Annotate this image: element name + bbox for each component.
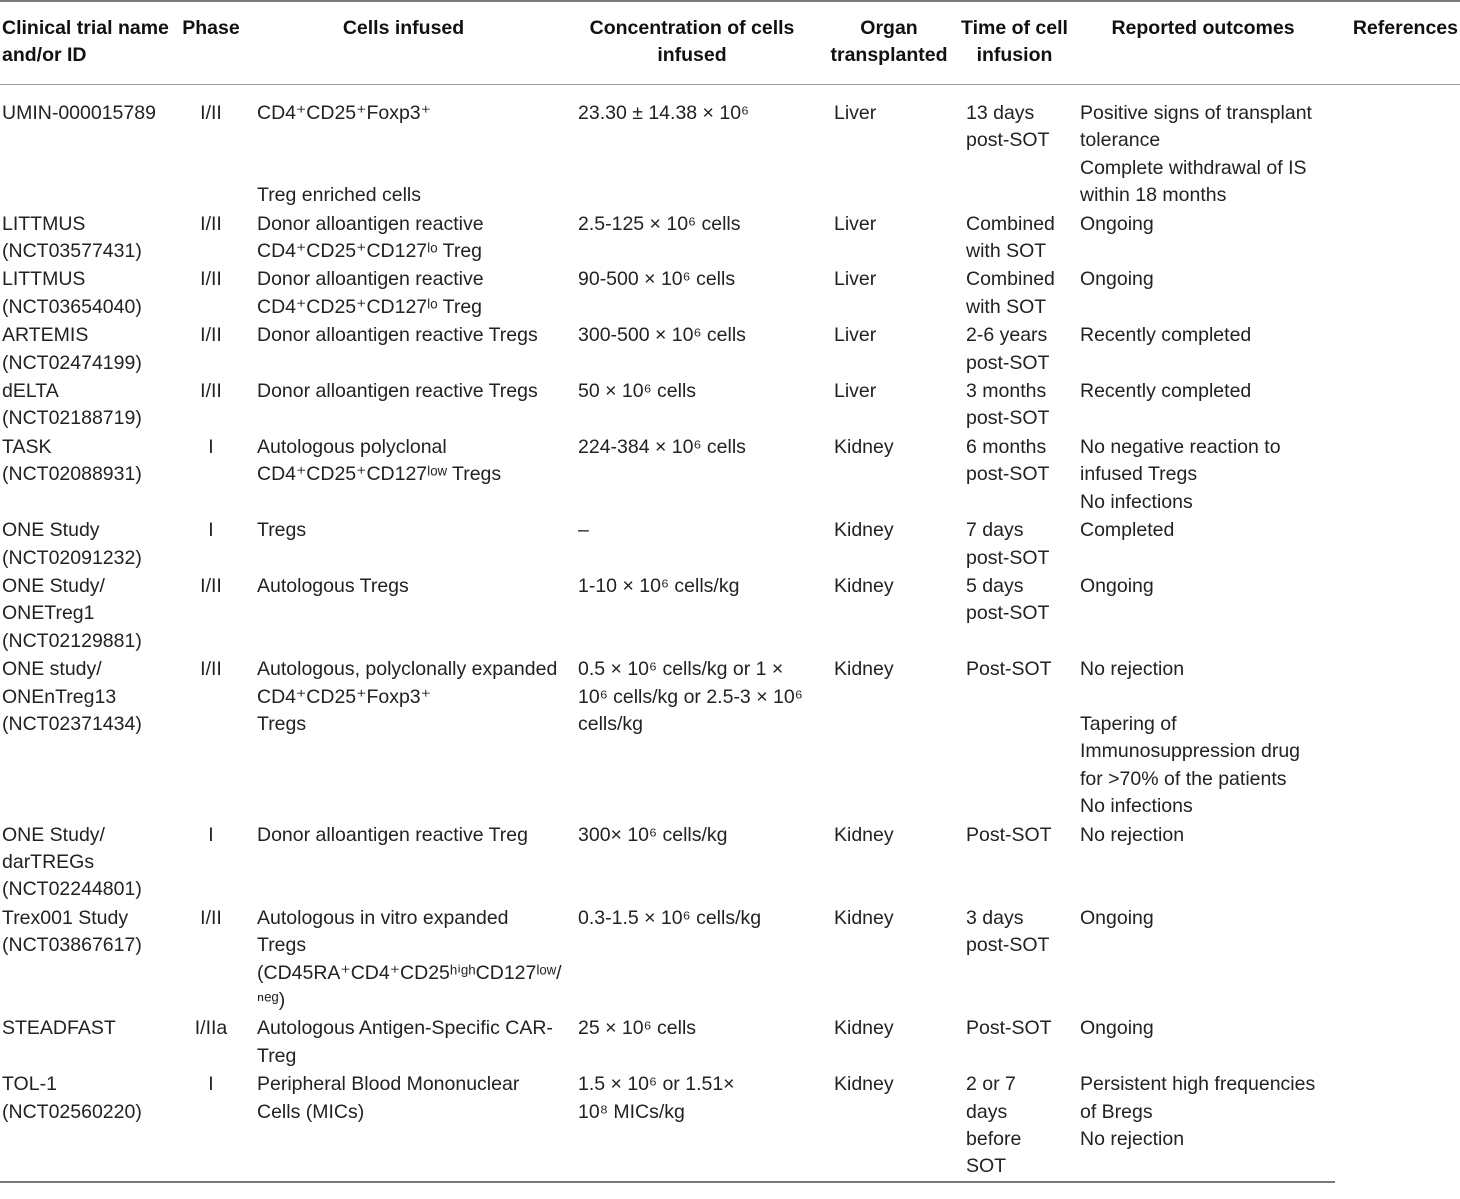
cell-line: ONE Study/ [2, 574, 105, 597]
outcomes-cell [1071, 210, 1335, 266]
time-cell [958, 655, 1071, 820]
header-time: Time of cell infusion [958, 1, 1071, 85]
cell-line: Tapering of [1080, 712, 1177, 735]
concentration-cell [564, 210, 820, 266]
cell-line: Autologous, polyclonally expanded [257, 658, 558, 681]
cell-line: (NCT02244801) [2, 878, 142, 901]
cell-line: dELTA [2, 380, 59, 403]
cell-line: 1.5 × 10⁶ or 1.51× [578, 1073, 735, 1096]
cell-line: ONETreg1 [2, 602, 95, 625]
cell-line: 10⁸ MICs/kg [578, 1100, 685, 1123]
time-cell [958, 210, 1071, 266]
table-body [0, 85, 1460, 1182]
cell-line: ONE Study [2, 519, 100, 542]
cells-infused-cell [243, 1014, 564, 1070]
cell-line: Autologous polyclonal [257, 435, 447, 458]
header-trial-name: Clinical trial name and/or ID [0, 1, 179, 85]
trial-name-cell [0, 377, 179, 433]
concentration-cell [564, 516, 820, 572]
cell-line: Donor alloantigen reactive [257, 268, 484, 291]
concentration-cell [564, 572, 820, 655]
time-cell [958, 1014, 1071, 1070]
trial-name-cell [0, 85, 179, 210]
cell-line: UMIN-000015789 [2, 102, 156, 124]
cell-line: 3 months [966, 380, 1047, 403]
table-row [0, 265, 1460, 321]
outcomes-cell [1071, 321, 1335, 377]
phase-cell: I [208, 435, 214, 458]
trial-name-cell [0, 321, 179, 377]
cell-line: Autologous in vitro expanded [257, 906, 509, 929]
outcomes-cell [1071, 85, 1335, 210]
cell-line: No rejection [1080, 1128, 1185, 1151]
phase-cell: I/II [200, 574, 222, 597]
cell-line: 0.5 × 10⁶ cells/kg or 1 × [578, 658, 784, 681]
organ-cell: Kidney [834, 823, 894, 846]
cell-line: SOT [966, 1155, 1007, 1178]
cells-infused-cell [243, 655, 564, 820]
cell-line: of Bregs [1080, 1100, 1153, 1123]
cell-line: LITTMUS [2, 268, 86, 291]
cell-line: Tregs [257, 519, 307, 542]
organ-cell: Liver [834, 380, 877, 403]
cell-line: 3 days [966, 906, 1024, 929]
phase-cell: I [208, 823, 214, 846]
cell-line: 300-500 × 10⁶ cells [578, 324, 746, 347]
cell-line: post-SOT [966, 407, 1050, 430]
phase-cell: I/II [200, 380, 222, 403]
cell-line: TASK [2, 435, 52, 458]
organ-cell: Kidney [820, 1070, 958, 1182]
organ-cell: Kidney [834, 574, 894, 597]
cells-infused-cell [243, 265, 564, 321]
cell-line: 1-10 × 10⁶ cells/kg [578, 574, 740, 597]
cell-line: Complete withdrawal of IS [1080, 156, 1307, 179]
cell-line: LITTMUS [2, 212, 86, 235]
trial-name-cell [0, 572, 179, 655]
outcomes-cell [1071, 821, 1335, 904]
phase-cell: I/II [200, 658, 222, 681]
phase-cell: I/IIa [194, 1017, 228, 1040]
time-cell [958, 265, 1071, 321]
organ-cell: Kidney [834, 519, 894, 542]
cell-line: 50 × 10⁶ cells [578, 380, 697, 403]
cell-line: Persistent high frequencies [1080, 1073, 1316, 1096]
cell-line: cells/kg [578, 712, 644, 735]
phase-cell: I [208, 519, 214, 542]
cell-line: Autologous Tregs [257, 574, 409, 597]
cell-line: 23.30 ± 14.38 × 10⁶ [578, 102, 750, 124]
organ-cell: Liver [834, 212, 877, 235]
cell-line: Post-SOT [966, 823, 1052, 846]
cell-line: 2-6 years [966, 324, 1048, 347]
concentration-cell [564, 1070, 820, 1182]
cell-line: ONE Study/ [2, 823, 105, 846]
cell-line: infused Tregs [1080, 463, 1198, 486]
cell-line: No infections [1080, 490, 1193, 513]
cell-line: Tregs [257, 934, 307, 957]
phase-cell: I/II [200, 906, 222, 929]
cell-line: Donor alloantigen reactive Tregs [257, 324, 538, 347]
header-outcomes: Reported outcomes [1071, 1, 1335, 85]
cell-line: ONE study/ [2, 658, 102, 681]
cells-infused-cell [243, 377, 564, 433]
cell-line: 90-500 × 10⁶ cells [578, 268, 736, 291]
cell-line: 6 months [966, 435, 1047, 458]
header-cells-infused: Cells infused [243, 1, 564, 85]
table-row [0, 210, 1460, 266]
outcomes-cell [1071, 516, 1335, 572]
table-row [0, 377, 1460, 433]
cell-line: 7 days [966, 519, 1024, 542]
trial-name-cell [0, 1014, 179, 1070]
cell-line: Post-SOT [966, 658, 1052, 681]
cell-line: Positive signs of transplant [1080, 102, 1312, 124]
table-row [0, 1014, 1460, 1070]
concentration-cell [564, 433, 820, 516]
cell-line: Recently completed [1080, 380, 1252, 403]
cell-line: 25 × 10⁶ cells [578, 1017, 697, 1040]
cell-line: No rejection [1080, 823, 1185, 846]
outcomes-cell [1071, 1014, 1335, 1070]
table-row [0, 821, 1460, 904]
time-cell [958, 85, 1071, 210]
cell-line: 13 days [966, 102, 1035, 124]
outcomes-cell [1071, 433, 1335, 516]
organ-cell: Liver [834, 268, 877, 291]
cell-line: Recently completed [1080, 324, 1252, 347]
cell-line: – [578, 519, 589, 542]
cell-line: 224-384 × 10⁶ cells [578, 435, 746, 458]
cell-line: (NCT03867617) [2, 934, 142, 957]
time-cell [958, 904, 1071, 1015]
cell-line: 10⁶ cells/kg or 2.5-3 × 10⁶ [578, 685, 803, 708]
cell-line: for >70% of the patients [1080, 767, 1287, 790]
cell-line: Treg enriched cells [257, 184, 422, 207]
cell-line: days [966, 1100, 1008, 1123]
table-row [0, 904, 1460, 1015]
cell-line: ARTEMIS [2, 324, 89, 347]
concentration-cell [564, 85, 820, 210]
trial-name-cell [0, 821, 179, 904]
time-cell [958, 433, 1071, 516]
cell-line: Ongoing [1080, 906, 1154, 929]
trial-name-cell [0, 433, 179, 516]
cell-line: post-SOT [966, 129, 1050, 152]
cell-line: Donor alloantigen reactive Treg [257, 823, 528, 846]
cells-infused-cell [243, 821, 564, 904]
cell-line: before [966, 1128, 1022, 1151]
outcomes-cell [1071, 904, 1335, 1015]
outcomes-cell [1071, 377, 1335, 433]
trial-name-cell [0, 655, 179, 820]
phase-cell: I/II [200, 324, 222, 347]
header-organ: Organ transplanted [820, 1, 958, 85]
outcomes-cell [1071, 265, 1335, 321]
concentration-cell [564, 1014, 820, 1070]
cell-line: CD4⁺CD25⁺CD127ˡᵒʷ Tregs [257, 463, 502, 486]
organ-cell: Kidney [834, 906, 894, 929]
cell-line: Combined [966, 212, 1055, 235]
organ-cell: Liver [834, 102, 877, 124]
cell-line: darTREGs [2, 850, 95, 873]
outcomes-cell [1071, 1070, 1335, 1182]
organ-cell: Kidney [834, 658, 894, 681]
cell-line: TOL-1 [2, 1073, 57, 1096]
cell-line: post-SOT [966, 463, 1050, 486]
cell-line: (NCT02088931) [2, 463, 142, 486]
cell-line: ONEnTreg13 [2, 685, 117, 708]
cell-line: Ongoing [1080, 212, 1154, 235]
cell-line: CD4⁺CD25⁺Foxp3⁺ [257, 102, 431, 124]
table-row [0, 433, 1460, 516]
header-concentration: Concentration of cells infused [564, 1, 820, 85]
time-cell [958, 1070, 1071, 1182]
phase-cell: I/II [200, 212, 222, 235]
phase-cell: I [179, 1070, 243, 1182]
cells-infused-cell [243, 1070, 564, 1182]
concentration-cell [564, 321, 820, 377]
cell-line: Ongoing [1080, 574, 1154, 597]
concentration-cell [564, 821, 820, 904]
cells-infused-cell [243, 572, 564, 655]
cell-line: 0.3-1.5 × 10⁶ cells/kg [578, 906, 762, 929]
concentration-cell [564, 655, 820, 820]
time-cell [958, 321, 1071, 377]
header-references: References [1335, 1, 1460, 85]
cell-line: 300× 10⁶ cells/kg [578, 823, 728, 846]
cell-line: (NCT03577431) [2, 240, 142, 263]
cell-line: within 18 months [1080, 184, 1227, 207]
time-cell [958, 572, 1071, 655]
cell-line: (NCT02129881) [2, 629, 142, 652]
trial-name-cell [0, 904, 179, 1015]
cell-line: 2 or 7 [966, 1073, 1016, 1096]
phase-cell: I/II [200, 102, 222, 124]
blank-line [257, 127, 558, 154]
blank-line [257, 155, 558, 182]
cell-line: Ongoing [1080, 268, 1154, 291]
cell-line: (NCT02371434) [2, 712, 142, 735]
cell-line: Cells (MICs) [257, 1100, 365, 1123]
cell-line: CD4⁺CD25⁺CD127ˡᵒ Treg [257, 240, 483, 263]
cell-line: ⁿᵉᵍ) [257, 988, 286, 1011]
header-row [0, 1, 1460, 85]
organ-cell: Liver [834, 324, 877, 347]
cell-line: (NCT02560220) [2, 1100, 142, 1123]
trial-name-cell [0, 265, 179, 321]
table-row [0, 516, 1460, 572]
cell-line: (NCT03654040) [2, 295, 142, 318]
cell-line: post-SOT [966, 351, 1050, 374]
table-header [0, 1, 1460, 85]
cell-line: (CD45RA⁺CD4⁺CD25ʰⁱᵍʰCD127ˡᵒʷ/ [257, 961, 562, 984]
phase-cell: I/II [200, 268, 222, 291]
cell-line: Treg [257, 1044, 297, 1067]
organ-cell: Kidney [834, 1017, 894, 1040]
cell-line: Post-SOT [966, 1017, 1052, 1040]
concentration-cell [564, 904, 820, 1015]
cell-line: (NCT02188719) [2, 407, 142, 430]
table-row [0, 321, 1460, 377]
table-row [0, 1070, 1460, 1182]
cell-line: No negative reaction to [1080, 435, 1281, 458]
cell-line: post-SOT [966, 934, 1050, 957]
trial-name-cell [0, 1070, 179, 1182]
cell-line: STEADFAST [2, 1017, 116, 1040]
trial-name-cell [0, 210, 179, 266]
cell-line: Autologous Antigen-Specific CAR- [257, 1017, 553, 1040]
header-phase: Phase [179, 1, 243, 85]
cell-line: (NCT02091232) [2, 546, 142, 569]
time-cell [958, 516, 1071, 572]
cell-line: CD4⁺CD25⁺CD127ˡᵒ Treg [257, 295, 483, 318]
concentration-cell [564, 377, 820, 433]
blank-line [1080, 684, 1329, 711]
cell-line: No infections [1080, 795, 1193, 818]
cells-infused-cell [243, 210, 564, 266]
cell-line: with SOT [966, 295, 1047, 318]
concentration-cell [564, 265, 820, 321]
cell-line: (NCT02474199) [2, 351, 142, 374]
outcomes-cell [1071, 655, 1335, 820]
cells-infused-cell [243, 433, 564, 516]
time-cell [958, 377, 1071, 433]
cell-line: 2.5-125 × 10⁶ cells [578, 212, 741, 235]
cell-line: 5 days [966, 574, 1024, 597]
table-row [0, 572, 1460, 655]
time-cell [958, 821, 1071, 904]
organ-cell: Kidney [834, 435, 894, 458]
table-row [0, 85, 1460, 210]
cell-line: Peripheral Blood Mononuclear [257, 1073, 520, 1096]
cells-infused-cell [243, 516, 564, 572]
outcomes-cell [1071, 572, 1335, 655]
cell-line: Donor alloantigen reactive [257, 212, 484, 235]
cell-line: Donor alloantigen reactive Tregs [257, 380, 538, 403]
cell-line: Ongoing [1080, 1017, 1154, 1040]
cell-line: Immunosuppression drug [1080, 740, 1301, 763]
trial-name-cell [0, 516, 179, 572]
cell-line: tolerance [1080, 129, 1161, 152]
cells-infused-cell [243, 321, 564, 377]
cells-infused-cell [243, 904, 564, 1015]
cell-line: CD4⁺CD25⁺Foxp3⁺ [257, 685, 431, 708]
cell-line: with SOT [966, 240, 1047, 263]
cell-line: Completed [1080, 519, 1175, 542]
cell-line: post-SOT [966, 546, 1050, 569]
cell-line: Tregs [257, 712, 307, 735]
table-row [0, 655, 1460, 820]
cell-line: Combined [966, 268, 1055, 291]
cell-line: No rejection [1080, 658, 1185, 681]
cell-line: Trex001 Study [2, 906, 129, 929]
cell-line: post-SOT [966, 602, 1050, 625]
cells-infused-cell [243, 85, 564, 210]
